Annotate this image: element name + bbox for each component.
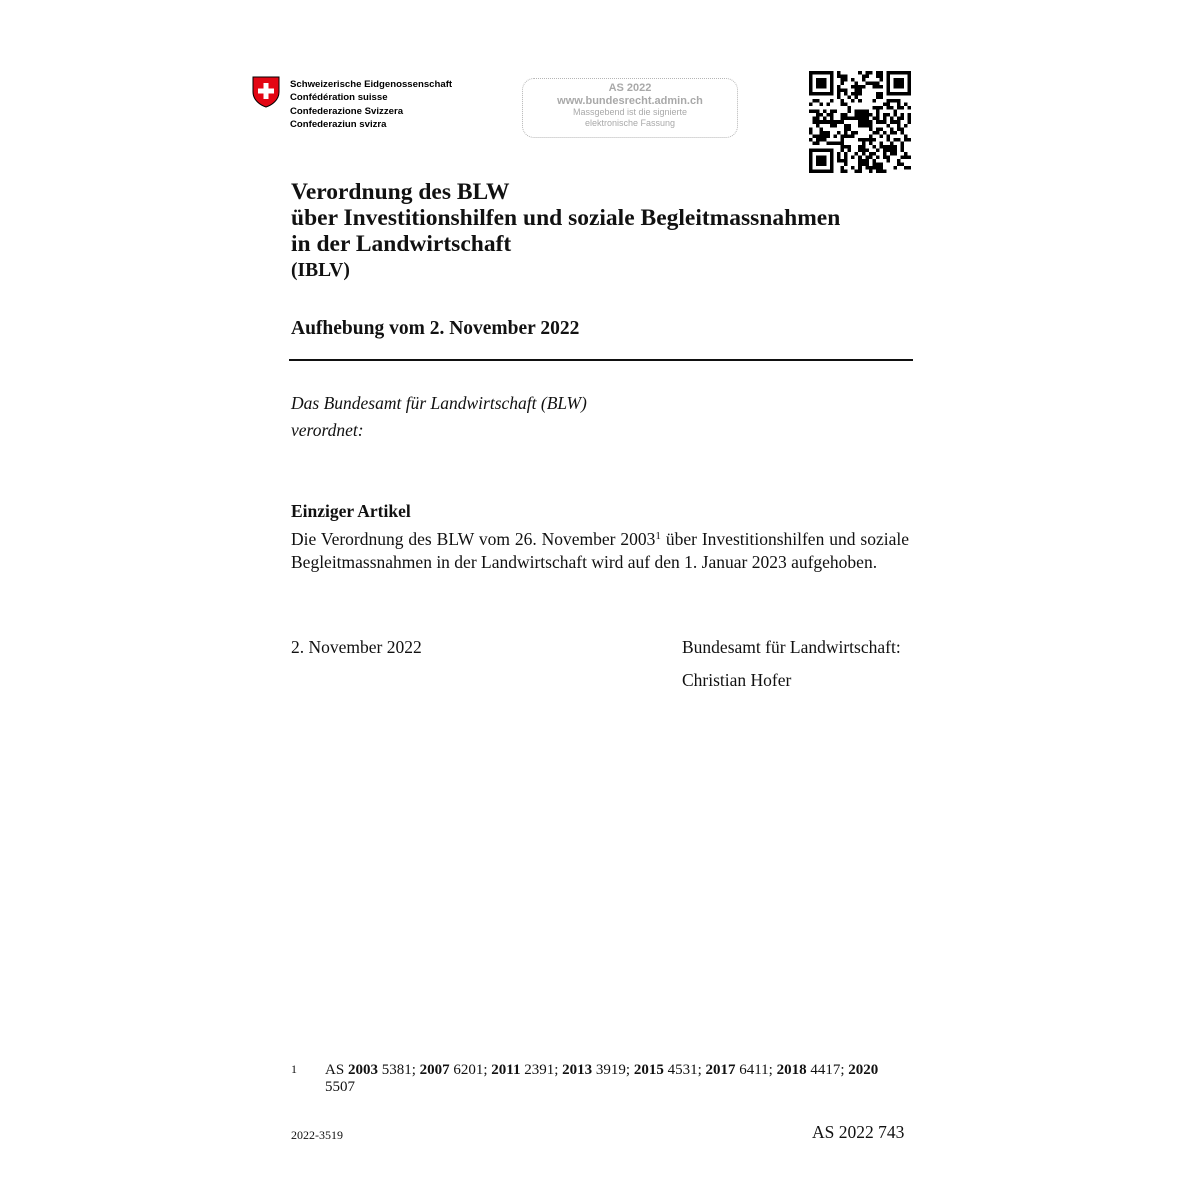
footnote-prefix: AS bbox=[325, 1062, 348, 1078]
footnote-year: 2013 bbox=[562, 1062, 593, 1078]
footnote-page: 5507 bbox=[325, 1079, 355, 1095]
official-collection-reference: AS 2022 743 bbox=[812, 1122, 905, 1142]
footnote-page: 4531; bbox=[663, 1062, 706, 1078]
footnote-number: 1 bbox=[291, 1062, 297, 1076]
title-abbreviation: (IBLV) bbox=[291, 260, 350, 281]
article-text bbox=[291, 528, 909, 573]
footnote-year: 2018 bbox=[776, 1062, 807, 1078]
footnote-year: 2007 bbox=[419, 1062, 450, 1078]
title-line-1: Verordnung des BLW bbox=[291, 179, 510, 205]
footnote-page: 4417; bbox=[806, 1062, 849, 1078]
footnote-page: 5381; bbox=[377, 1062, 420, 1078]
footnote-year: 2015 bbox=[633, 1062, 664, 1078]
footnote-page: 6411; bbox=[735, 1062, 777, 1078]
federation-name-rm: Confederaziun svizra bbox=[290, 118, 387, 130]
title-divider bbox=[289, 359, 913, 361]
federal-logo bbox=[252, 76, 492, 136]
stamp-note-1: Massgebend ist die signierte bbox=[572, 107, 688, 117]
article-heading: Einziger Artikel bbox=[291, 501, 411, 521]
footnote-year: 2017 bbox=[705, 1062, 736, 1078]
footnote-page: 6201; bbox=[449, 1062, 492, 1078]
title-line-2: über Investitionshilfen und soziale Begleitmassnahmen bbox=[291, 205, 841, 231]
federation-name-it: Confederazione Svizzera bbox=[290, 105, 404, 117]
preamble-line-2: verordnet: bbox=[291, 420, 364, 440]
swiss-shield-icon bbox=[252, 76, 280, 108]
footnote-year: 2011 bbox=[491, 1062, 521, 1078]
footnote-text bbox=[325, 1062, 895, 1096]
article-text-end: über Investitionshilfen und soziale Begleitmassnahmen in der Landwirtschaft wird auf den 1. Januar 2023 aufgehoben. bbox=[291, 529, 909, 572]
federation-name-fr: Confédération suisse bbox=[290, 92, 388, 104]
qr-code-icon bbox=[809, 71, 911, 173]
footnote-year: 2003 bbox=[347, 1062, 378, 1078]
stamp-url: www.bundesrecht.admin.ch bbox=[557, 95, 703, 107]
publication-stamp bbox=[522, 78, 738, 138]
repeal-date-heading: Aufhebung vom 2. November 2022 bbox=[291, 318, 580, 339]
document-id: 2022-3519 bbox=[291, 1128, 343, 1142]
article-text-start: Die Verordnung des BLW vom 26. November 2003 bbox=[291, 529, 656, 549]
footnote-year: 2020 bbox=[848, 1062, 879, 1078]
federation-name-de: Schweizerische Eidgenossenschaft bbox=[290, 79, 453, 90]
footnote-page: 2391; bbox=[520, 1062, 563, 1078]
preamble-line-1: Das Bundesamt für Landwirtschaft (BLW) bbox=[291, 393, 587, 413]
stamp-note-2: elektronische Fassung bbox=[584, 118, 676, 128]
footnote-page: 3919; bbox=[592, 1062, 634, 1078]
title-line-3: in der Landwirtschaft bbox=[291, 231, 512, 257]
preamble bbox=[291, 390, 587, 444]
federation-names bbox=[290, 78, 452, 131]
signer-name: Christian Hofer bbox=[682, 670, 792, 690]
footnote-reference[interactable]: 1 bbox=[655, 530, 661, 542]
signing-authority: Bundesamt für Landwirtschaft: bbox=[682, 637, 901, 657]
stamp-collection: AS 2022 bbox=[608, 82, 652, 94]
document-title bbox=[291, 179, 840, 257]
signature-date: 2. November 2022 bbox=[291, 637, 422, 657]
